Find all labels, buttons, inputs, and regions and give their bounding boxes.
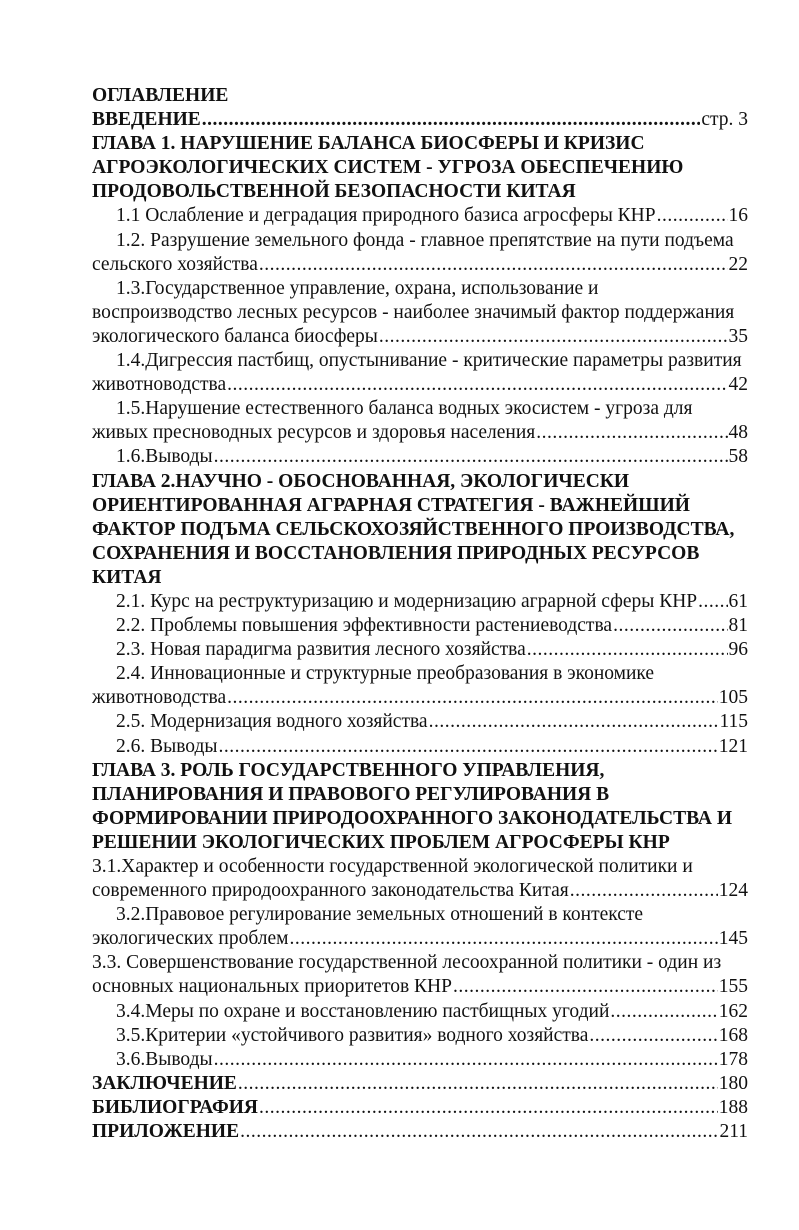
leader-dots <box>259 253 728 277</box>
entry-label: экологического баланса биосферы <box>92 325 378 347</box>
leader-dots <box>259 1096 718 1120</box>
leader-dots <box>536 421 727 445</box>
entry-label: 3.2.Правовое регулирование земельных отношений в контексте <box>116 904 644 926</box>
toc-entry-3-5 <box>92 1024 748 1048</box>
leader-dots <box>379 325 728 349</box>
toc-entry-1-5-line2 <box>92 421 748 445</box>
chapter-heading-text: АГРОЭКОЛОГИЧЕСКИХ СИСТЕМ - УГРОЗА ОБЕСПЕЧЕНИЮ <box>92 157 684 179</box>
leader-dots <box>219 735 718 759</box>
page-number: 22 <box>728 253 748 275</box>
entry-label: 3.1.Характер и особенности государственной экологической политики и <box>92 856 693 877</box>
entry-label: современного природоохранного законодательства Китая <box>92 880 569 902</box>
leader-dots <box>613 614 727 638</box>
entry-label: животноводства <box>92 687 227 709</box>
entry-label: экологических проблем <box>92 928 289 950</box>
leader-dots <box>227 373 727 397</box>
leader-dots <box>238 1072 718 1096</box>
chapter-heading-line <box>92 759 748 783</box>
entry-label: сельского хозяйства <box>92 253 258 275</box>
toc-entry-2-5 <box>92 710 748 734</box>
toc-entry-3-6 <box>92 1048 748 1072</box>
chapter-heading-line <box>92 783 748 807</box>
chapter-heading-text: ОРИЕНТИРОВАННАЯ АГРАРНАЯ СТРАТЕГИЯ - ВАЖНЕЙШИЙ <box>92 494 690 516</box>
leader-dots <box>214 445 728 469</box>
leader-dots <box>240 1120 718 1144</box>
leader-dots <box>589 1024 717 1048</box>
toc-entry-2-3 <box>92 638 748 662</box>
toc-title-text: ОГЛАВЛЕНИЕ <box>92 85 229 106</box>
page-number: стр. 3 <box>701 109 748 131</box>
page-number: 168 <box>718 1024 748 1046</box>
page-number: 124 <box>718 880 748 902</box>
page-number: 105 <box>718 687 748 709</box>
page-number: 145 <box>718 928 748 950</box>
page-number: 58 <box>728 446 748 468</box>
entry-label: 1.5.Нарушение естественного баланса водных экосистем - угроза для <box>116 398 693 420</box>
toc-entry-1-4-line1 <box>92 349 748 373</box>
entry-label: 3.6.Выводы <box>116 1048 213 1070</box>
chapter-heading-line <box>92 566 748 590</box>
page-number: 35 <box>728 325 748 347</box>
chapter-heading-text: КИТАЯ <box>92 566 162 588</box>
chapter-heading-line <box>92 542 748 566</box>
page-number: 96 <box>728 639 748 661</box>
entry-label: ВВЕДЕНИЕ <box>92 109 201 131</box>
leader-dots <box>698 590 727 614</box>
toc-entry-conclusion <box>92 1072 748 1096</box>
leader-dots <box>429 710 719 734</box>
toc-entry-1-6 <box>92 445 748 469</box>
page-number: 155 <box>718 976 748 998</box>
toc-entry-3-3-line1 <box>92 951 748 975</box>
chapter-heading-text: СОХРАНЕНИЯ И ВОССТАНОВЛЕНИЯ ПРИРОДНЫХ РЕСУРСОВ <box>92 542 700 564</box>
page-number: 61 <box>728 590 748 612</box>
entry-label: животноводства <box>92 374 227 396</box>
entry-label: 2.2. Проблемы повышения эффективности растениеводства <box>116 615 613 637</box>
entry-label: 2.3. Новая парадигма развития лесного хозяйства <box>116 639 526 661</box>
entry-label: 3.4.Меры по охране и восстановлению пастбищных угодий <box>116 1000 610 1022</box>
toc-entry-1-3-line2 <box>92 301 748 325</box>
chapter-heading-text: ГЛАВА 2.НАУЧНО - ОБОСНОВАННАЯ, ЭКОЛОГИЧЕСКИ <box>92 470 630 492</box>
entry-label: 1.3.Государственное управление, охрана, использование и <box>116 277 599 299</box>
chapter-heading-text: ФОРМИРОВАНИИ ПРИРОДООХРАННОГО ЗАКОНОДАТЕЛЬСТВА И <box>92 807 733 829</box>
entry-label: 2.6. Выводы <box>116 735 218 757</box>
entry-label: БИБЛИОГРАФИЯ <box>92 1096 259 1118</box>
page-number: 42 <box>728 374 748 396</box>
chapter-heading-line <box>92 470 748 494</box>
toc-entry-3-2-line2 <box>92 927 748 951</box>
toc-entry-1-4-line2 <box>92 373 748 397</box>
leader-dots <box>527 638 728 662</box>
chapter-heading-text: ФАКТОР ПОДЪМА СЕЛЬСКОХОЗЯЙСТВЕННОГО ПРОИЗВОДСТВА, <box>92 518 735 540</box>
toc-entry-1-3-line3 <box>92 325 748 349</box>
page-number: 178 <box>718 1048 748 1070</box>
leader-dots <box>657 204 728 228</box>
page-number: 211 <box>719 1121 748 1143</box>
page-number: 180 <box>718 1072 748 1094</box>
toc-title <box>92 84 748 108</box>
entry-label: 1.1 Ослабление и деградация природного базиса агросферы КНР <box>116 205 656 227</box>
entry-label: 2.4. Инновационные и структурные преобразования в экономике <box>116 663 655 685</box>
leader-dots <box>214 1048 718 1072</box>
page-number: 188 <box>718 1096 748 1118</box>
page-number: 16 <box>728 205 748 227</box>
toc-entry-1-2-line2 <box>92 253 748 277</box>
chapter-heading-line <box>92 831 748 855</box>
toc-entry-bibliography <box>92 1096 748 1120</box>
toc-entry-1-3-line1 <box>92 277 748 301</box>
toc-entry-2-4-line2 <box>92 686 748 710</box>
toc-entry-2-1 <box>92 590 748 614</box>
chapter-heading-line <box>92 180 748 204</box>
toc-entry-2-6 <box>92 735 748 759</box>
entry-label: 1.4.Дигрессия пастбищ, опустынивание - критические параметры развития <box>116 350 742 372</box>
chapter-heading-line <box>92 494 748 518</box>
toc-entry-3-4 <box>92 1000 748 1024</box>
page-number: 121 <box>718 735 748 757</box>
entry-label: ЗАКЛЮЧЕНИЕ <box>92 1072 237 1094</box>
entry-label: 1.6.Выводы <box>116 446 213 468</box>
chapter-heading-text: ПРОДОВОЛЬСТВЕННОЙ БЕЗОПАСНОСТИ КИТАЯ <box>92 181 576 203</box>
toc-entry-3-2-line1 <box>92 903 748 927</box>
page-number: 115 <box>719 711 748 733</box>
leader-dots <box>227 686 718 710</box>
entry-label: 2.1. Курс на реструктуризацию и модернизацию аграрной сферы КНР <box>116 590 698 612</box>
entry-label: воспроизводство лесных ресурсов - наиболее значимый фактор поддержания <box>92 301 735 323</box>
toc-entry-3-1-line2 <box>92 879 748 903</box>
chapter-heading-line <box>92 807 748 831</box>
entry-label: 2.5. Модернизация водного хозяйства <box>116 711 428 733</box>
toc-entry-2-4-line1 <box>92 662 748 686</box>
entry-label: 1.2. Разрушение земельного фонда - главное препятствие на пути подъема <box>116 229 734 251</box>
page-number: 81 <box>728 615 748 637</box>
entry-label: 3.3. Совершенствование государственной лесоохранной политики - один из <box>92 952 722 974</box>
leader-dots <box>610 1000 717 1024</box>
toc-entry-2-2 <box>92 614 748 638</box>
toc-entry-3-3-line2 <box>92 975 748 999</box>
toc-entry-1-2-line1 <box>92 229 748 253</box>
toc-entry-intro <box>92 108 748 132</box>
toc-entry-1-1 <box>92 204 748 228</box>
chapter-heading-text: ГЛАВА 3. РОЛЬ ГОСУДАРСТВЕННОГО УПРАВЛЕНИЯ, <box>92 759 605 781</box>
chapter-heading-text: ГЛАВА 1. НАРУШЕНИЕ БАЛАНСА БИОСФЕРЫ И КРИЗИС <box>92 133 645 155</box>
chapter-heading-line <box>92 132 748 156</box>
leader-dots <box>453 975 718 999</box>
leader-dots <box>202 108 701 132</box>
entry-label: ПРИЛОЖЕНИЕ <box>92 1121 240 1143</box>
leader-dots <box>290 927 718 951</box>
toc-entry-3-1-line1 <box>92 855 748 879</box>
toc-entry-1-5-line1 <box>92 397 748 421</box>
page-number: 162 <box>718 1000 748 1022</box>
page-number: 48 <box>728 422 748 444</box>
entry-label: основных национальных приоритетов КНР <box>92 976 452 998</box>
chapter-heading-line <box>92 518 748 542</box>
table-of-contents <box>92 84 748 1144</box>
chapter-heading-line <box>92 156 748 180</box>
entry-label: 3.5.Критерии «устойчивого развития» водного хозяйства <box>116 1024 589 1046</box>
toc-entry-appendix <box>92 1120 748 1144</box>
chapter-heading-text: РЕШЕНИИ ЭКОЛОГИЧЕСКИХ ПРОБЛЕМ АГРОСФЕРЫ КНР <box>92 831 670 853</box>
entry-label: живых пресноводных ресурсов и здоровья населения <box>92 422 536 444</box>
chapter-heading-text: ПЛАНИРОВАНИЯ И ПРАВОВОГО РЕГУЛИРОВАНИЯ В <box>92 783 610 805</box>
leader-dots <box>570 879 718 903</box>
